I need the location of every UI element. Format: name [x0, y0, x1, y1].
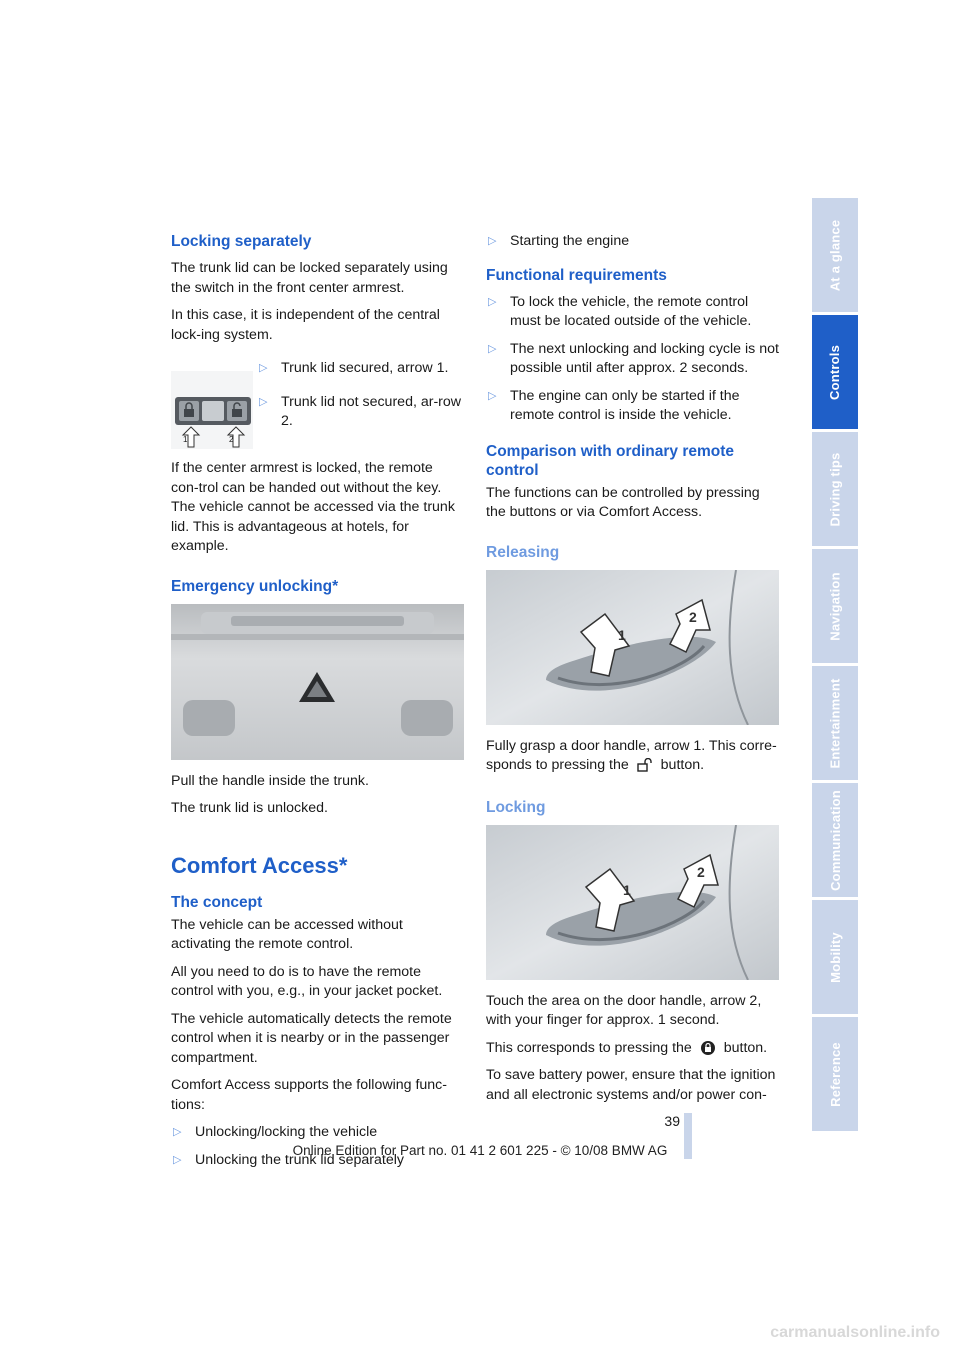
page-number: 39: [664, 1113, 680, 1129]
list-item: ▷ To lock the vehicle, the remote control must be located outside of the vehicle.: [488, 293, 752, 329]
switch-figure-block: [171, 359, 464, 451]
tab-at-a-glance[interactable]: At a glance: [812, 198, 858, 312]
watermark: carmanualsonline.info: [770, 1324, 940, 1341]
paragraph: The vehicle can be accessed without activating the remote control.: [171, 916, 403, 952]
paragraph: The functions can be controlled by pressing the buttons or via Comfort Access.: [486, 484, 760, 520]
heading-releasing: Releasing: [486, 543, 560, 561]
releasing-arrow-label-2: 2: [689, 608, 697, 625]
paragraph: Touch the area on the door handle, arrow 2, with your finger for approx. 1 second.: [486, 992, 762, 1028]
heading-functional-requirements: Functional requirements: [486, 266, 667, 284]
tab-controls[interactable]: Controls: [812, 315, 858, 429]
bullet-triangle-icon: ▷: [488, 389, 497, 402]
paragraph: Pull the handle inside the trunk.: [171, 772, 369, 789]
paragraph: To save battery power, ensure that the ignition and all electronic systems and/or power con-: [486, 1067, 776, 1103]
paragraph: The vehicle automatically detects the remote control when it is nearby or in the passenger compartment.: [171, 1010, 452, 1066]
paragraph: If the center armrest is locked, the remote con-trol can be handed out without the key. The vehicle cannot be accessed via the trunk lid. This is advantageous at hotels, for example.: [171, 460, 455, 554]
bullet-triangle-icon: ▷: [259, 362, 268, 374]
tab-reference[interactable]: Reference: [812, 1017, 858, 1131]
unlock-icon: [637, 758, 653, 772]
heading-emergency-unlocking: Emergency unlocking*: [171, 577, 339, 595]
left-column: [171, 232, 464, 1178]
bullet-triangle-icon: ▷: [173, 1126, 182, 1138]
list-item: ▷ Trunk lid secured, arrow 1.: [257, 359, 464, 379]
paragraph: The trunk lid can be locked separately using the switch in the front center armrest.: [171, 260, 448, 296]
switch-arrow-label-2: 2: [229, 435, 234, 444]
heading-locking: Locking: [486, 798, 546, 816]
bullet-triangle-icon: ▷: [259, 395, 268, 408]
heading-locking-separately: Locking separately: [171, 233, 312, 250]
paragraph: This corresponds to pressing the button.: [486, 1039, 768, 1056]
heading-the-concept: The concept: [171, 893, 263, 911]
bullet-triangle-icon: ▷: [488, 235, 497, 247]
online-edition-note: Online Edition for Part no. 01 41 2 601 225 - © 10/08 BMW AG: [292, 1143, 668, 1158]
door-handle-photo-locking: [486, 825, 779, 980]
trunk-interior-photo: [171, 604, 464, 760]
list-item: ▷ Unlocking the trunk lid separately: [171, 1151, 464, 1171]
tab-mobility[interactable]: Mobility: [812, 900, 858, 1014]
tab-communication[interactable]: Communication: [812, 783, 858, 897]
list-item: ▷ Trunk lid not secured, ar-row 2.: [259, 393, 462, 429]
locking-arrow-label-1: 1: [623, 881, 631, 898]
list-item: ▷ The next unlocking and locking cycle is not possible until after approx. 2 seconds.: [488, 340, 779, 376]
bullet-triangle-icon: ▷: [488, 342, 497, 355]
list-item: ▷ The engine can only be started if the remote control is inside the vehicle.: [488, 387, 740, 423]
paragraph: The trunk lid is unlocked.: [171, 800, 328, 816]
chapter-tabs: [812, 198, 858, 1134]
paragraph: Comfort Access supports the following func-tions:: [171, 1077, 447, 1113]
locking-arrow-label-2: 2: [697, 863, 705, 880]
right-column: [486, 232, 779, 1113]
bullet-triangle-icon: ▷: [488, 295, 497, 308]
tab-navigation[interactable]: Navigation: [812, 549, 858, 663]
list-item: ▷ Unlocking/locking the vehicle: [171, 1123, 464, 1143]
releasing-arrow-label-1: 1: [618, 626, 626, 643]
tab-driving-tips[interactable]: Driving tips: [812, 432, 858, 546]
paragraph: In this case, it is independent of the central lock-ing system.: [171, 307, 440, 343]
paragraph: All you need to do is to have the remote control with you, e.g., in your jacket pocket.: [171, 963, 443, 999]
heading-comparison: Comparison with ordinary remote control: [486, 442, 735, 479]
list-item: ▷ Starting the engine: [486, 232, 779, 252]
door-handle-photo-releasing: [486, 570, 779, 725]
bullet-triangle-icon: ▷: [173, 1153, 182, 1166]
paragraph: Fully grasp a door handle, arrow 1. This corre-sponds to pressing the button.: [486, 737, 777, 773]
switch-arrow-label-1: 1: [183, 435, 188, 444]
tab-entertainment[interactable]: Entertainment: [812, 666, 858, 780]
heading-comfort-access: Comfort Access*: [171, 852, 348, 878]
lock-button-icon: [700, 1040, 716, 1056]
